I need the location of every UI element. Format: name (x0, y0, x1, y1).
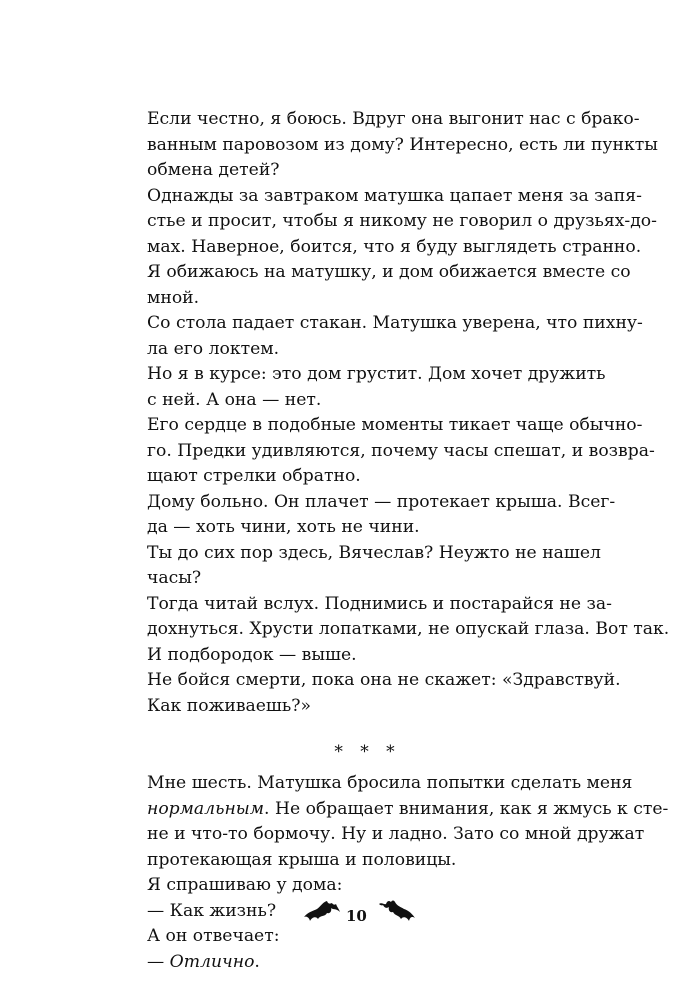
text-span: . (254, 951, 260, 972)
text-line: ла его локтем. (147, 338, 280, 359)
text-line: часы? (147, 568, 202, 588)
paragraph (147, 311, 643, 362)
text-line: протекающая крыша и половицы. (147, 849, 457, 870)
paragraph (147, 260, 631, 311)
section-separator: * * * (334, 742, 401, 762)
text-line: дохнуться. Хрусти лопатками, не опускай глаза. Вот так. (147, 619, 670, 639)
text-line: — Как жизнь? (147, 900, 277, 921)
text-line: обмена детей? (147, 160, 280, 180)
text-line: Но я в курсе: это дом грустит. Дом хочет дружить (147, 364, 606, 384)
text-span: . Не обращает внимания, как я жмусь к сте- (264, 798, 669, 819)
text-span: — (147, 951, 170, 972)
bat-icon (378, 898, 416, 932)
paragraph (147, 413, 655, 490)
text-line (147, 797, 669, 823)
text-line: Как поживаешь?» (147, 695, 311, 716)
text-line: Мне шесть. Матушка бросила попытки сделать меня (147, 773, 633, 793)
text-line: мах. Наверное, боится, что я буду выглядеть странно. (147, 236, 642, 257)
paragraph (147, 541, 601, 592)
text-line (147, 950, 588, 976)
text-line: Ты до сих пор здесь, Вячеслав? Неужто не нашел (147, 542, 601, 563)
page-body (147, 107, 670, 975)
text-line: го. Предки удивляются, почему часы спешат, и возвра- (147, 440, 655, 461)
text-line: Однажды за завтраком матушка цапает меня за запя- (147, 185, 642, 206)
text-line: не и что-то бормочу. Ну и ладно. Зато со мной дружат (147, 824, 645, 844)
page-footer (0, 898, 681, 938)
text-line: ванным паровозом из дому? Интересно, есть ли пункты (147, 134, 658, 155)
paragraph (147, 107, 658, 184)
italic-word: нормальным (147, 798, 265, 819)
text-line: мной. (147, 287, 200, 308)
text-line: А он отвечает: (147, 926, 280, 946)
paragraph (147, 668, 621, 719)
text-section (147, 107, 670, 719)
paragraph (147, 771, 669, 873)
paragraph (147, 490, 616, 541)
text-line: да — хоть чини, хоть не чини. (147, 517, 420, 537)
text-line: стье и просит, чтобы я никому не говорил о друзьях-до- (147, 211, 657, 231)
text-line: Его сердце в подобные моменты тикает чаще обычно- (147, 415, 643, 435)
text-line: Дому больно. Он плачет — протекает крыша. Всег- (147, 491, 616, 512)
text-line: с ней. А она — нет. (147, 389, 322, 410)
text-line: Тогда читай вслух. Поднимись и постарайся не за- (147, 593, 612, 614)
text-line: Со стола падает стакан. Матушка уверена, что пихну- (147, 313, 643, 333)
paragraph (147, 184, 657, 261)
paragraph (147, 362, 606, 413)
text-line: Если честно, я боюсь. Вдруг она выгонит нас с брако- (147, 109, 640, 129)
text-line: щают стрелки обратно. (147, 466, 361, 486)
page-number: 10 (346, 907, 367, 925)
paragraph (147, 592, 670, 669)
text-line: Не бойся смерти, пока она не скажет: «Здравствуй. (147, 670, 621, 690)
text-line: Я спрашиваю у дома: (147, 875, 343, 895)
bat-icon (303, 898, 341, 932)
text-line: Я обижаюсь на матушку, и дом обижается вместе со (147, 262, 631, 282)
text-line: И подбородок — выше. (147, 644, 357, 665)
italic-word: Отлично (169, 951, 255, 972)
